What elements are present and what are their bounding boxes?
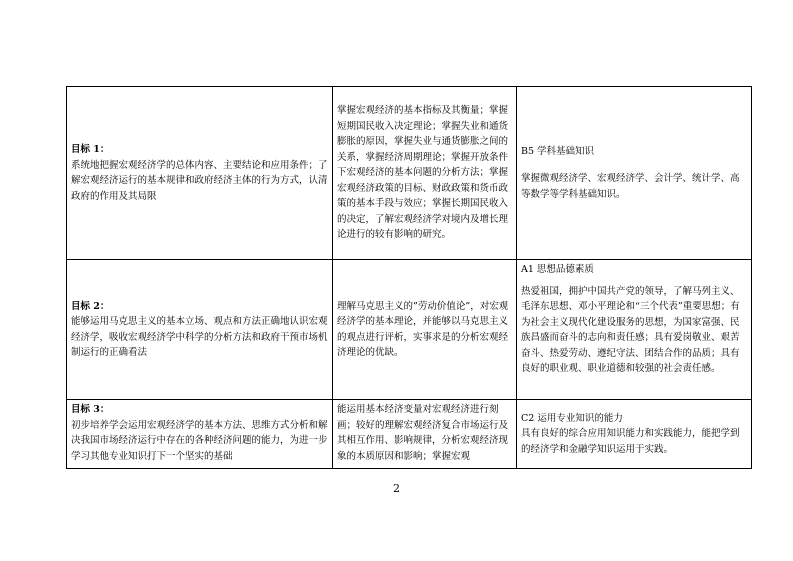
goal-title: 目标 3： xyxy=(71,404,110,415)
outcome-desc: 热爱祖国，拥护中国共产党的领导，了解马列主义、毛泽东思想、邓小平理论和“三个代表”重要思想；有为社会主义现代化建设服务的思想，为国家富强、民族昌盛而奋斗的志向和责任感；具有爱岗敬业、艰苦奋斗、热爱劳动、遵纪守法、团结合作的品质；具有良好的职业观、职业道德和较强的社会责任感。 xyxy=(521,285,740,374)
outcome-code: C2 运用专业知识的能力 xyxy=(521,412,623,424)
curriculum-table xyxy=(66,86,752,469)
goal-title: 目标 1： xyxy=(71,144,110,155)
outcome-cell xyxy=(517,260,752,400)
goal-text: 能够运用马克思主义的基本立场、观点和方法正确地认识宏观经济学，吸收宏观经济学中科学的分析方法和政府干预市场机制运行的正确看法 xyxy=(71,316,328,358)
outcome-code: B5 学科基础知识 xyxy=(521,145,595,157)
goal-text: 系统地把握宏观经济学的总体内容、主要结论和应用条件；了解宏观经济运行的基本规律和政府经济主体的行为方式，认清政府的作用及其局限 xyxy=(71,159,328,202)
requirement-text: 能运用基本经济变量对宏观经济进行刻画；较好的理解宏观经济复合市场运行及其相互作用、影响规律，分析宏观经济现象的本质原因和影响；掌握宏观 xyxy=(337,404,509,462)
outcome-desc: 掌握微观经济学、宏观经济学、会计学、统计学、高等数学等学科基础知识。 xyxy=(521,173,740,200)
goal-cell xyxy=(67,87,333,260)
goal-title: 目标 2： xyxy=(71,300,110,312)
outcome-desc: 具有良好的综合应用知识能力和实践能力，能把学到的经济学和金融学知识运用于实践。 xyxy=(521,428,740,455)
outcome-cell xyxy=(517,87,752,260)
outcome-cell xyxy=(517,400,752,469)
goal-text: 初步培养学会运用宏观经济学的基本方法、思维方式分析和解决我国市场经济运行中存在的各种经济问题的能力，为进一步学习其他专业知识打下一个坚实的基础 xyxy=(71,419,328,462)
table-row xyxy=(67,260,752,400)
requirement-cell xyxy=(333,400,517,469)
page-number: 2 xyxy=(393,482,400,495)
goal-cell xyxy=(67,260,333,400)
table-row xyxy=(67,87,752,260)
goal-cell xyxy=(67,400,333,469)
requirement-cell xyxy=(333,260,517,400)
table-row xyxy=(67,400,752,469)
outcome-code: A1 思想品德素质 xyxy=(521,264,594,275)
requirement-text: 理解马克思主义的”劳动价值论”，对宏观经济学的基本理论，并能够以马克思主义的观点进行评析，实事求是的分析宏观经济理论的优缺。 xyxy=(337,300,509,358)
requirement-cell xyxy=(333,87,517,260)
requirement-text: 掌握宏观经济的基本指标及其衡量；掌握短期国民收入决定理论；掌握失业和通货膨胀的原因，掌握失业与通货膨胀之间的关系，掌握经济周期理论；掌握开放条件下宏观经济的基本问题的分析方法；掌握宏观经济政策的目标、财政政策和货币政策的基本手段与效应；掌握长期国民收入的决定，了解宏观经济学对境内及增长理论进行的较有影响的研究。 xyxy=(337,105,509,241)
